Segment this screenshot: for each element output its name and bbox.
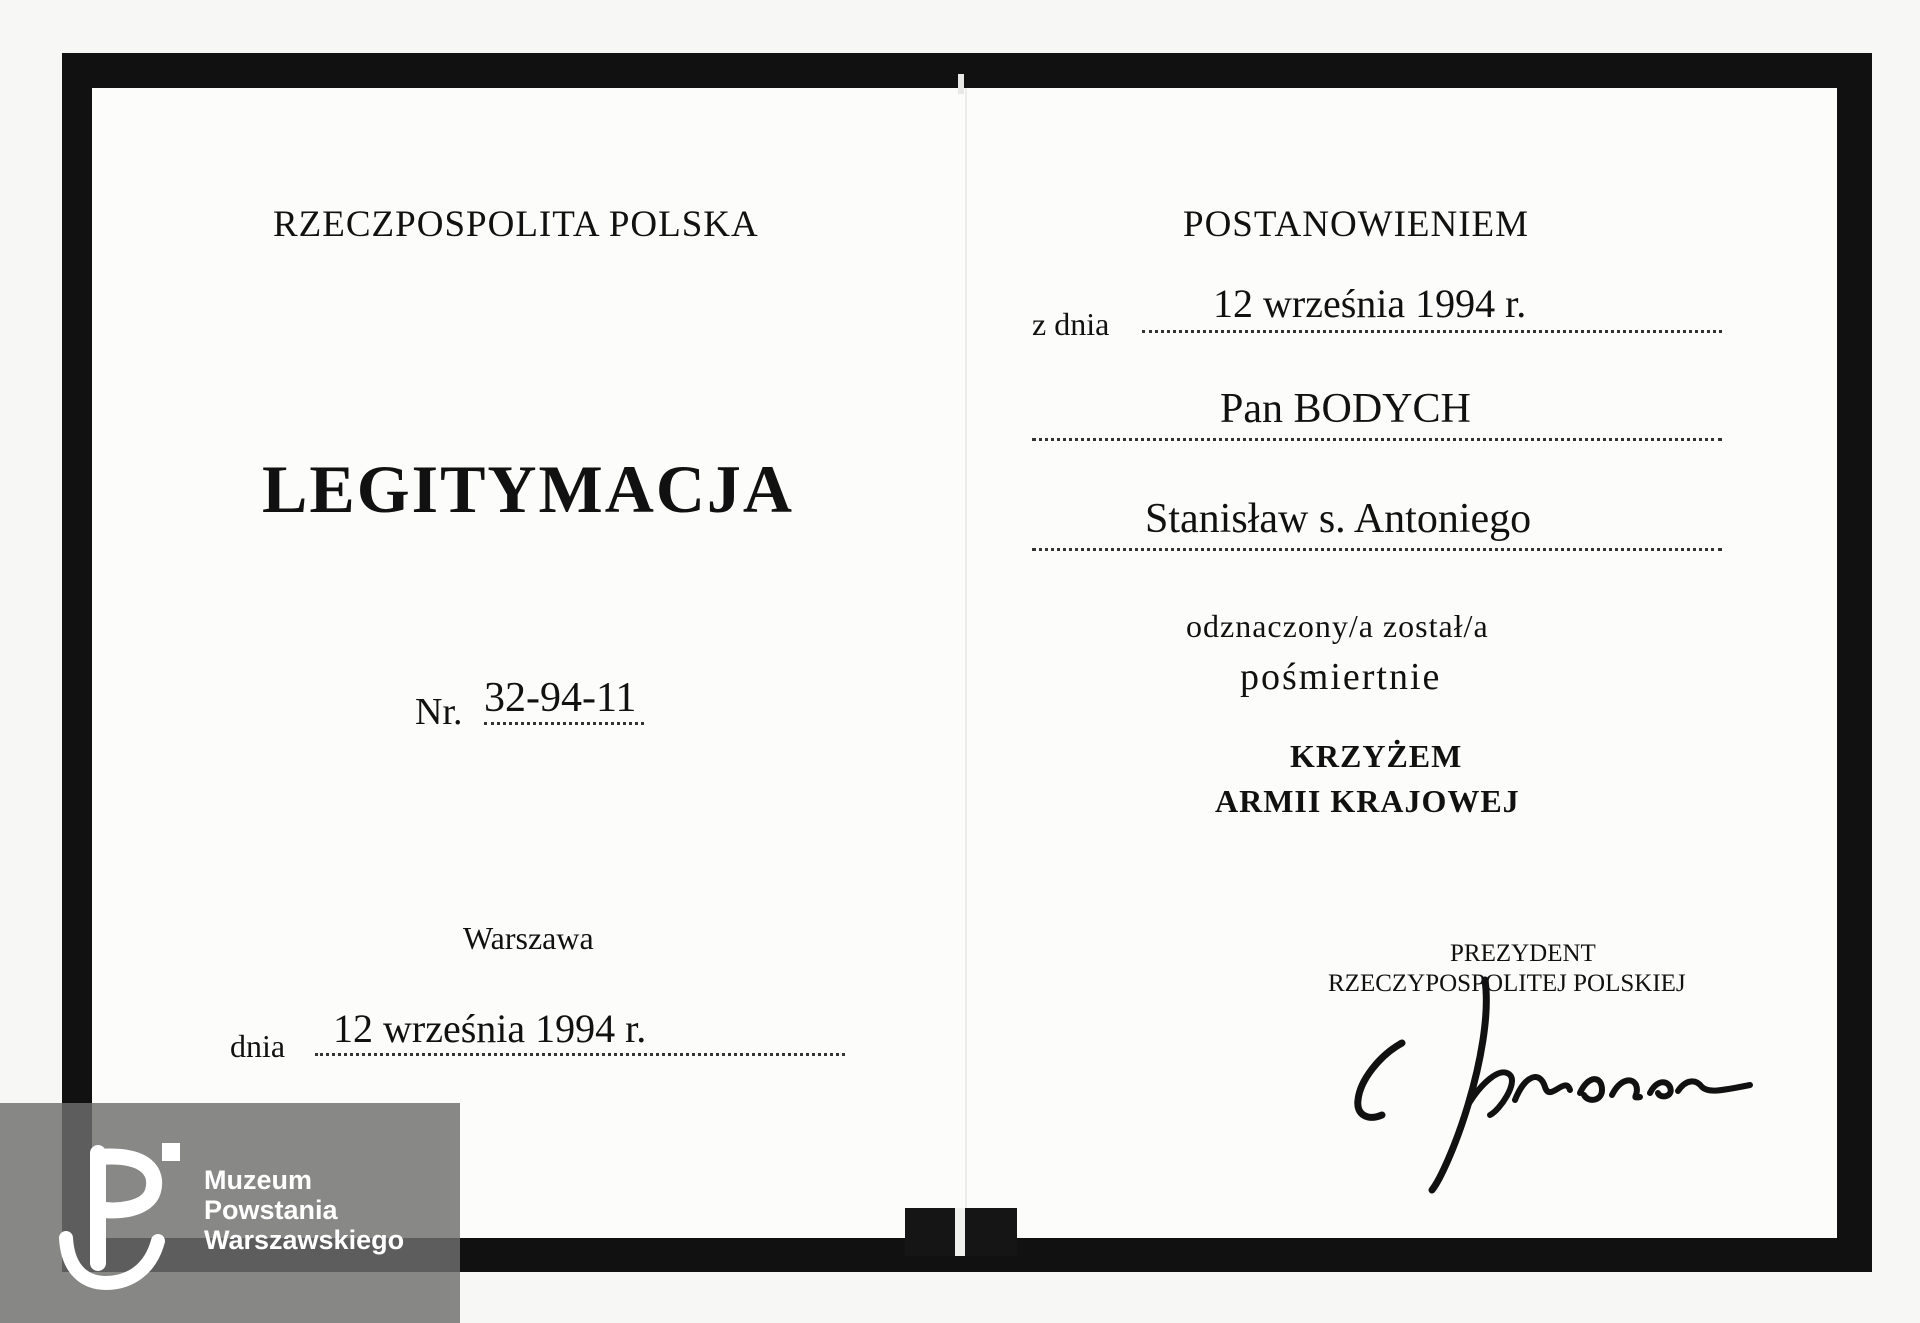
right-date-value: 12 września 1994 r. <box>1213 281 1527 326</box>
museum-name-line1: Muzeum <box>204 1165 312 1195</box>
right-date-dotted-line <box>1142 330 1722 333</box>
recipient-surname: Pan BODYCH <box>1220 386 1471 432</box>
left-header: RZECZPOSPOLITA POLSKA <box>273 204 759 245</box>
surname-dotted-line <box>1032 438 1722 441</box>
decoration-name-line1: KRZYŻEM <box>1290 738 1463 774</box>
kotwica-anchor-icon <box>58 1143 188 1293</box>
given-name-dotted-line <box>1032 548 1722 551</box>
left-date-dotted-line <box>315 1053 845 1056</box>
top-fold-mark <box>958 74 964 94</box>
museum-watermark <box>0 1103 460 1323</box>
museum-name-line3: Warszawskiego <box>204 1225 405 1255</box>
museum-name <box>204 1165 404 1255</box>
posthumous-text: pośmiertnie <box>1240 656 1442 698</box>
left-date-value: 12 września 1994 r. <box>333 1006 647 1051</box>
signatory-title-line1: PREZYDENT <box>1450 940 1596 967</box>
number-dotted-line <box>484 722 644 725</box>
awarded-text: odznaczony/a został/a <box>1186 608 1489 644</box>
bottom-binding-tab <box>905 1208 1017 1256</box>
left-date-label: dnia <box>230 1028 286 1064</box>
decoration-name-line2: ARMII KRAJOWEJ <box>1215 783 1520 819</box>
museum-name-line2: Powstania <box>204 1195 338 1225</box>
signatory-title-line2: RZECZYPOSPOLITEJ POLSKIEJ <box>1328 970 1686 997</box>
issue-city: Warszawa <box>463 920 594 956</box>
number-label: Nr. <box>415 691 463 733</box>
recipient-given-name: Stanisław s. Antoniego <box>1145 496 1532 542</box>
right-header: POSTANOWIENIEM <box>1183 204 1530 245</box>
number-value: 32-94-11 <box>484 675 637 721</box>
handwritten-signature <box>1340 975 1760 1205</box>
center-fold-line <box>965 88 967 1238</box>
right-date-label: z dnia <box>1032 306 1110 342</box>
document-title: LEGITYMACJA <box>262 451 795 527</box>
